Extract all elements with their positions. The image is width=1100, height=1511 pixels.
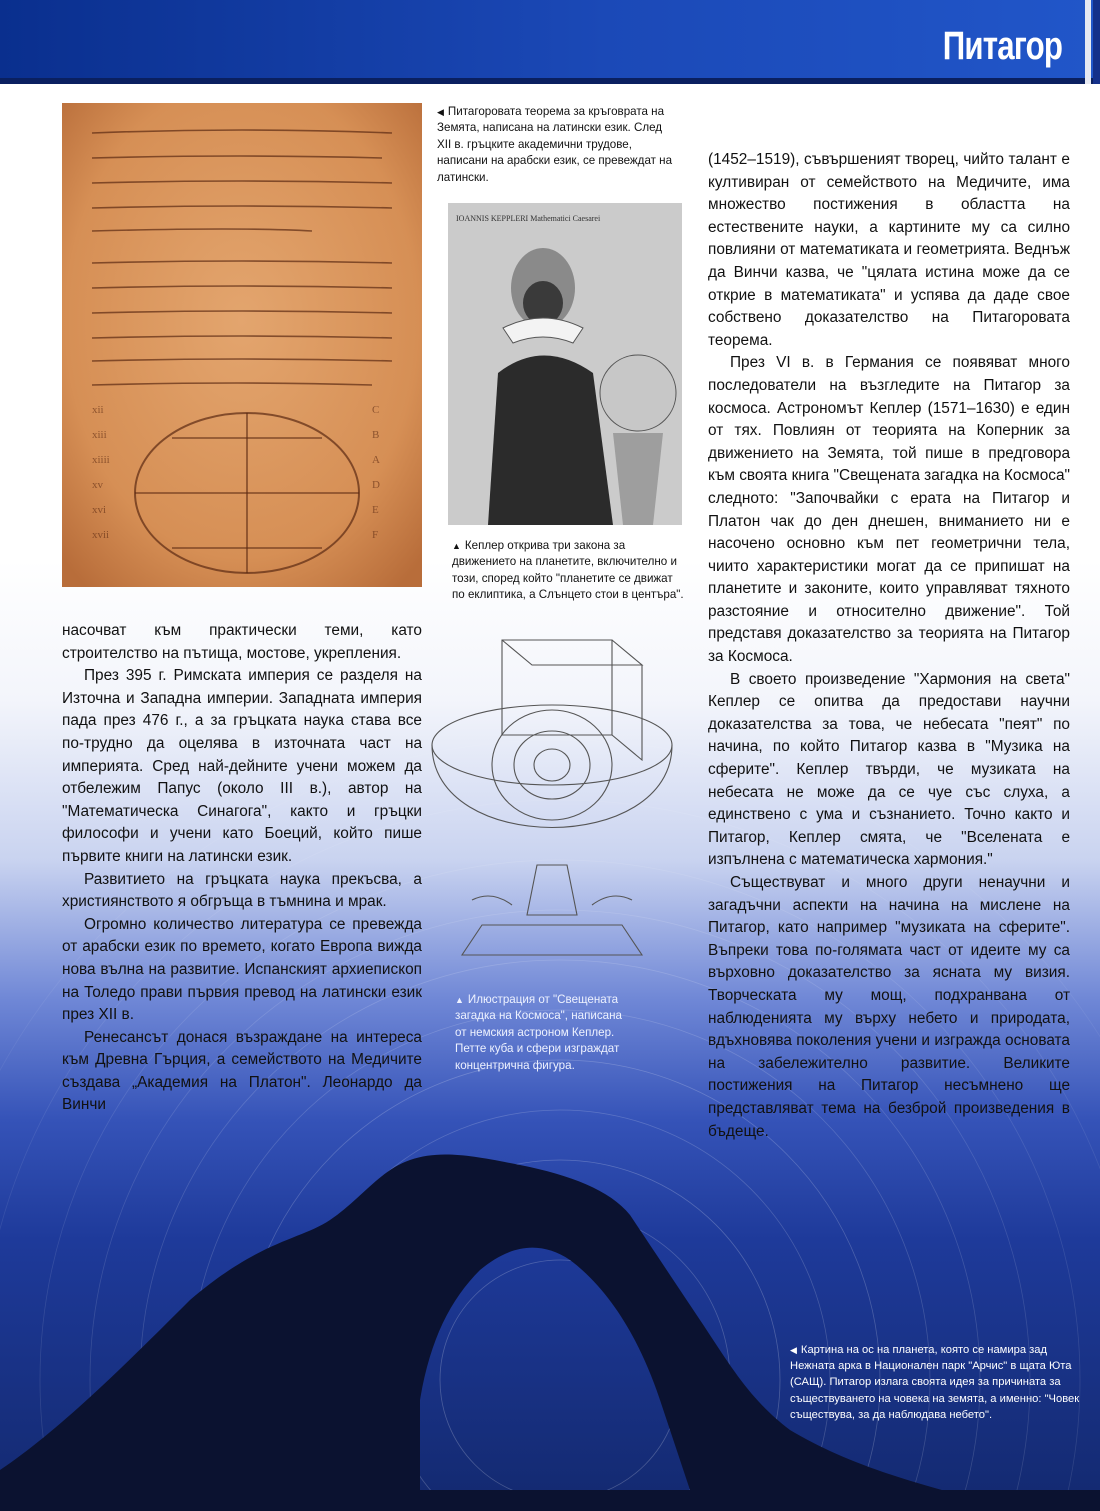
svg-text:xvii: xvii xyxy=(92,529,110,541)
paragraph: Ренесансът донася възраждане на интереса към Древна Гърция, а семейството на Медичите създава „Академия на Платон". Леонардо да Винчи xyxy=(62,1028,422,1114)
manuscript-image xyxy=(62,103,422,587)
caption-pointer-icon: ▲ xyxy=(452,541,461,551)
paragraph: насочват към практически теми, като строителство на пътища, мостове, укрепления. xyxy=(62,622,422,662)
header-underline xyxy=(0,78,1100,84)
paragraph: Огромно количество литература се превежда от арабски език по времето, когато Европа вижда нова вълна на развитие. Испанският архиепископ на Толедо прави първия превод на латински език през XII в. xyxy=(62,915,422,1024)
paragraph: През VI в. в Германия се появяват много последователи на възгледите на Питагор за космоса. Астрономът Кеплер (1571–1630) е един от тях. Повлиян от теорията на Коперник за движението на Земята, той пише в предговора към своята книга "Свещената загадка на Космоса" следното: "Започвайки с ерата на Питагор и Платон чак до ден днешен, вниманието ни е насочено основно към пет геометрични тела, чиито характеристики могат да се припишат на планетите и законите, които управляват тяхното разстояние и относително движение". Той представя доказателство за теорията на Питагор за Космоса. xyxy=(708,354,1070,666)
paragraph: През 395 г. Римската империя се разделя на Източна и Западна империи. Западната империя пада през 476 г., а за гръцката наука става все по-трудно да оцелява в източната част на империята. Сред най-дейните учени можем да отбележим Папус (около III в.), автор на "Математическа Синагога", както и гръцки философи и учени като Боеций, който пише първите книги на латински език. xyxy=(62,667,422,865)
caption-pointer-icon: ◀ xyxy=(437,107,444,117)
svg-text:D: D xyxy=(372,479,380,491)
cosmos-engraving-image xyxy=(412,625,692,985)
svg-text:xvi: xvi xyxy=(92,504,107,516)
svg-text:F: F xyxy=(372,529,379,541)
svg-text:xv: xv xyxy=(92,479,103,491)
cosmos-caption: ▲ Илюстрация от "Свещената загадка на Космоса", написана от немския астроном Кеплер. Петте куба и сфери изграждат концентрична фигура. xyxy=(455,993,622,1072)
portrait-inscription: IOANNIS KEPPLERI Mathematici Caesarei xyxy=(456,214,601,223)
svg-text:B: B xyxy=(372,429,380,441)
kepler-caption: ▲ Кеплер открива три закона за движението на планетите, включително и този, според който "планетите се движат по еклиптика, а Слънцето стои в центъра". xyxy=(452,539,684,602)
left-text-column xyxy=(62,620,422,1117)
svg-text:E: E xyxy=(372,504,379,516)
header-edge-mark xyxy=(1085,0,1091,84)
svg-text:C: C xyxy=(372,404,380,416)
paragraph: (1452–1519), съвършеният творец, чийто талант е култивиран от семейството на Медичите, има множество постижения в областта на естествените науки, а картините му са силно повлияни от математиката и геометрията. Веднъж да Винчи казва, че "цялата истина може да се открие в математиката" и успява да даде свое собствено доказателство на Питагоровата теорема. xyxy=(708,151,1070,349)
paragraph: В своето произведение "Хармония на света" Кеплер се опитва да предостави научни доказателства за това, че небесата "пеят" по начина, по който Питагор казва в "Музика на сферите". Кеплер твърди, че музиката на небесата не може да се чуе със слуха, а единствено с ума и съзнанието. Точно както и Питагор, Кеплер смята, че "Вселената е изпълнена с математическа хармония." xyxy=(708,670,1070,869)
kepler-portrait-image xyxy=(448,203,682,525)
svg-text:xiii: xiii xyxy=(92,429,107,441)
caption-pointer-icon: ▲ xyxy=(455,995,464,1005)
caption-pointer-icon: ◀ xyxy=(790,1345,797,1355)
svg-text:xii: xii xyxy=(92,404,104,416)
page-title: Питагор xyxy=(942,24,1062,68)
paragraph: Съществуват и много други ненаучни и загадъчни аспекти на начина на мислене на Питагор, като например "музиката на сферите". Въпреки това по-голямата част от идеите му са върховно доказателство за ясната му визия. Творческата му мощ, подхранвана от наблюденията му върху небето и природата, вдъхновява поколения учени и изгражда основата на забележително развитие. Великите постижения на Питагор несъмнено ще представляват тема на безброй произведения в бъдеще. xyxy=(708,874,1070,1140)
page-header xyxy=(0,0,1100,84)
paragraph: Развитието на гръцката наука прекъсва, а християнството я обгръща в тъмнина и мрак. xyxy=(62,870,422,911)
arch-caption: ◀ Картина на ос на планета, която се намира зад Нежната арка в Национален парк "Арчис" в щата Юта (САЩ). Питагор излага своята идея за причината за съществуването на човека на земята, а именно: "Човек съществува, за да наблюдава небето". xyxy=(790,1344,1080,1421)
manuscript-caption: ◀ Питагоровата теорема за кръговрата на Земята, написана на латински език. След XII в. гръцките академични трудове, написани на арабски език, се превеждат на латински. xyxy=(437,105,673,184)
header-edge-tab xyxy=(1093,0,1100,84)
svg-text:A: A xyxy=(372,454,380,466)
right-text-column xyxy=(708,149,1070,1143)
svg-text:xiiii: xiiii xyxy=(92,454,110,466)
arch-rock-silhouette xyxy=(0,1155,1100,1511)
